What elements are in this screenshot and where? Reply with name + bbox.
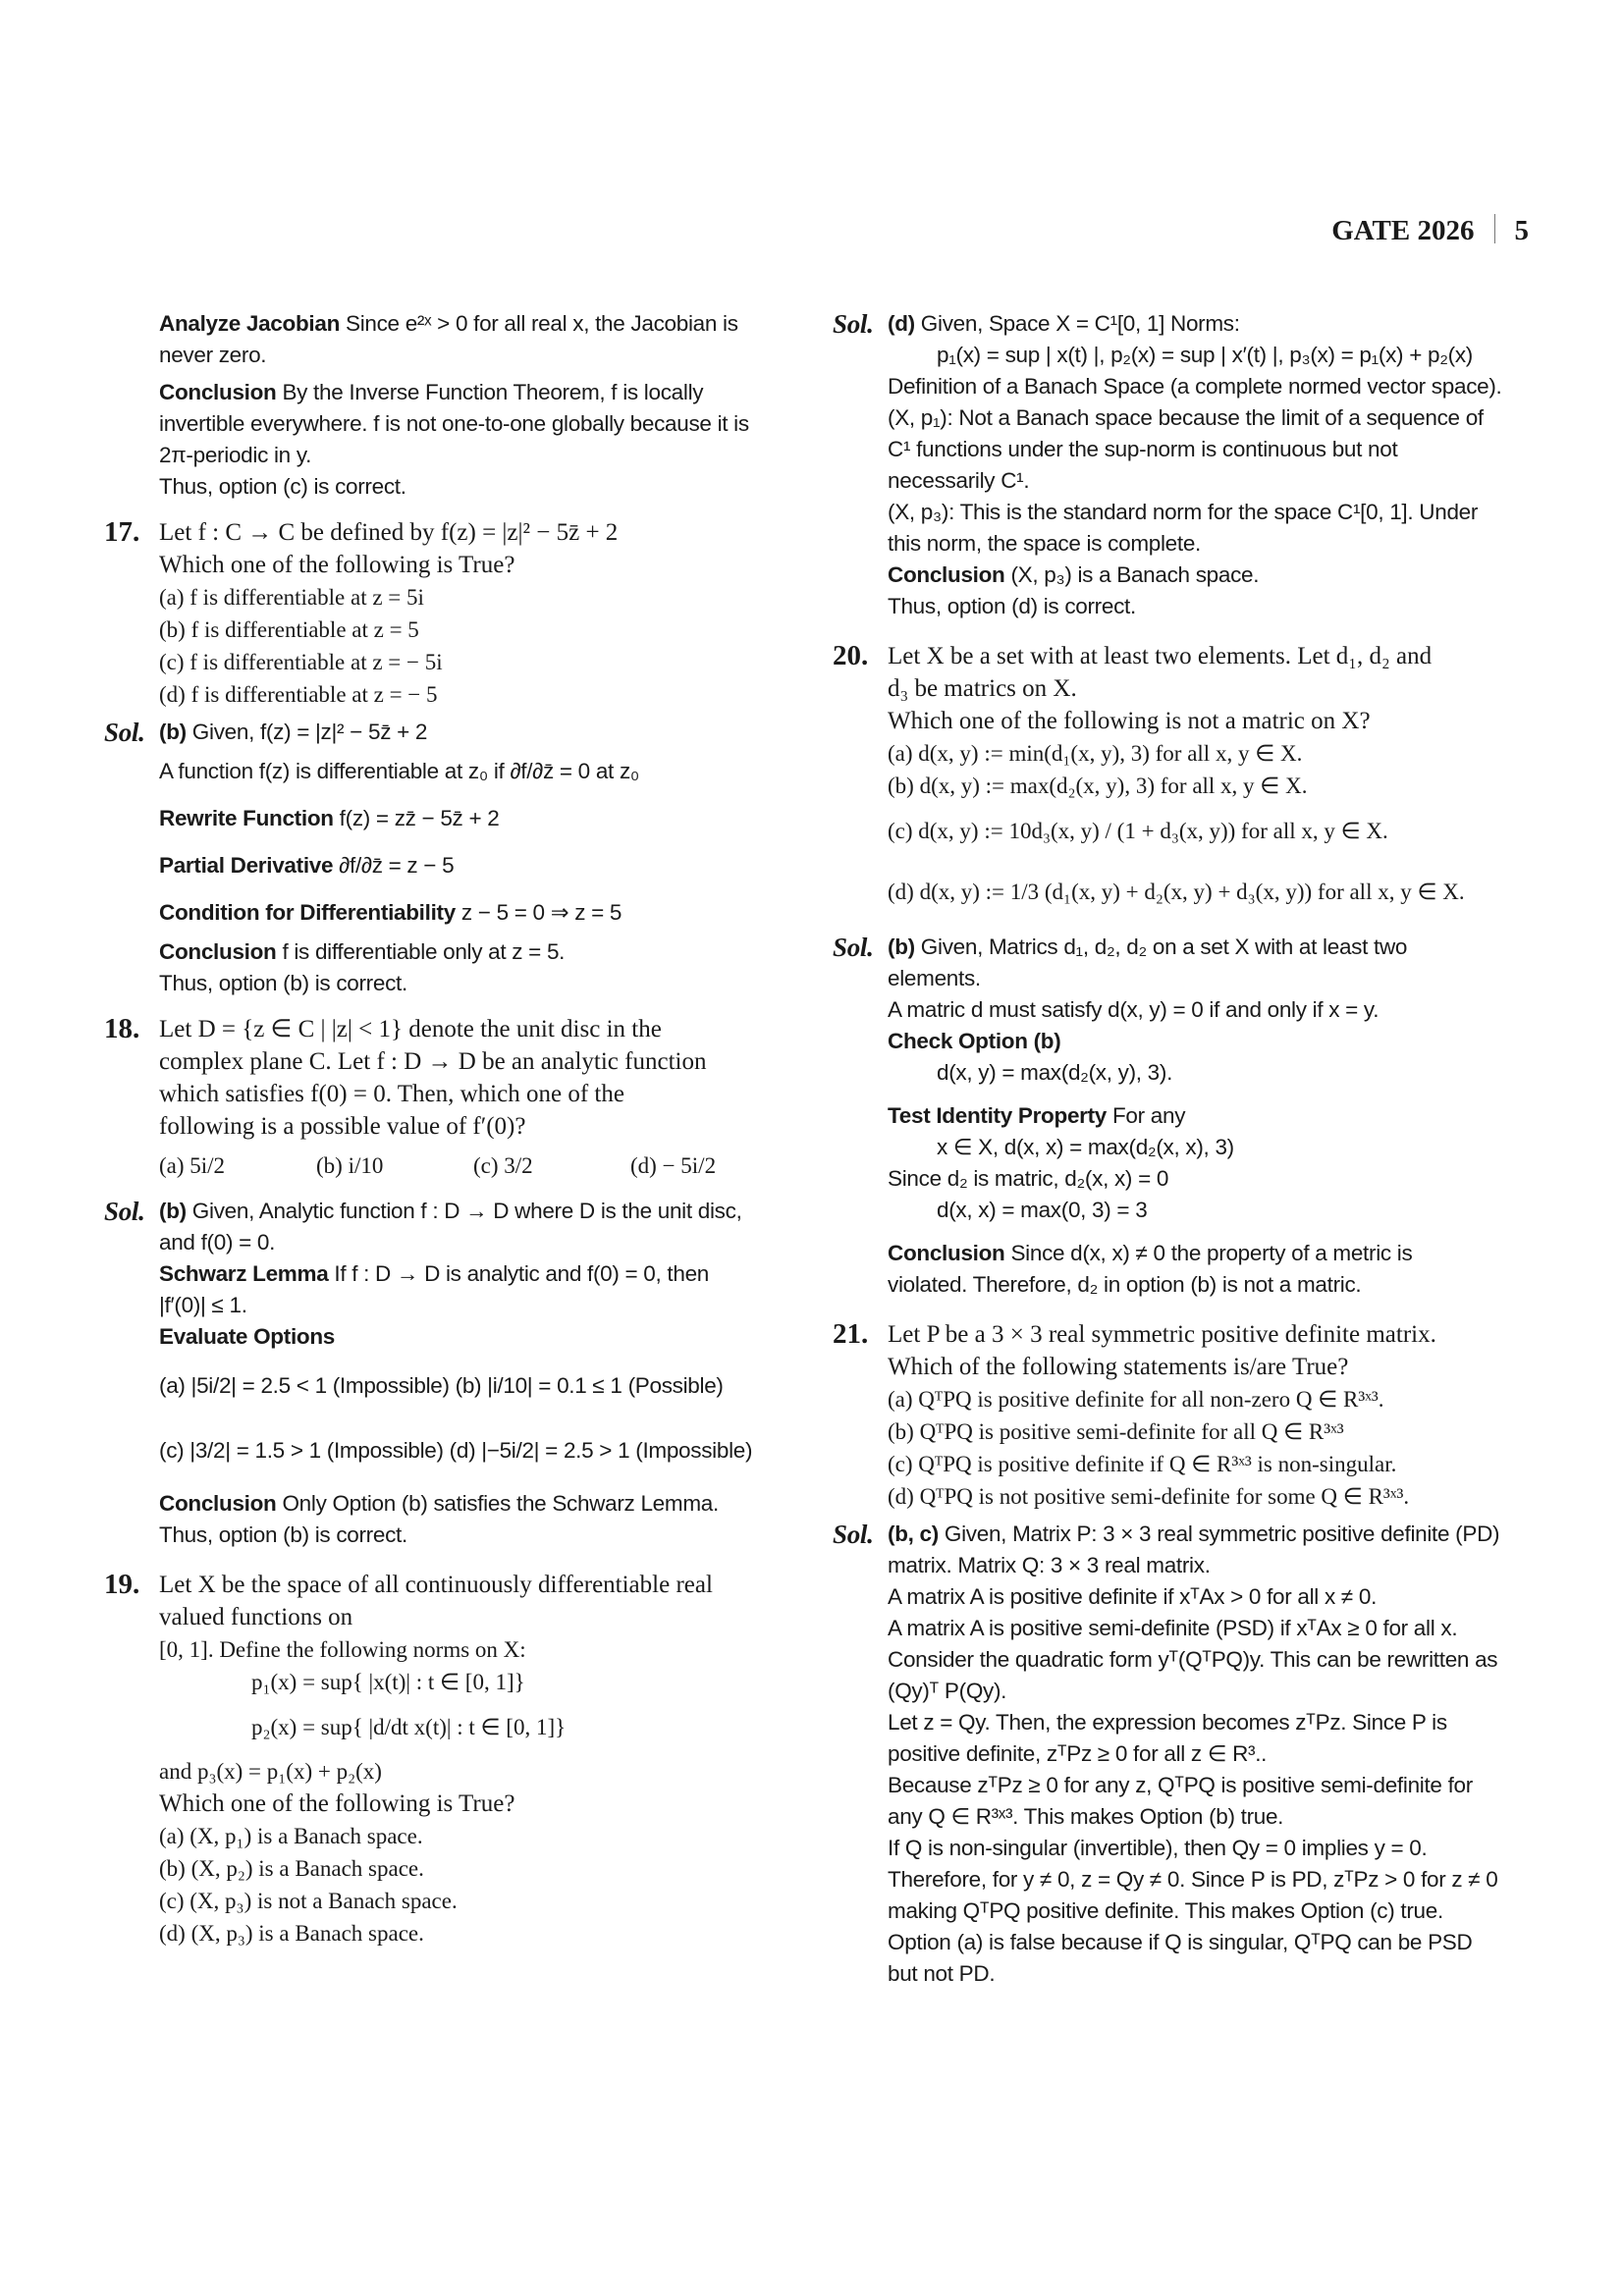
solution-line: x ∈ X, d(x, x) = max(d₂(x, x), 3): [937, 1135, 1234, 1159]
norm-definition: and p₃(x) = p₁(x) + p₂(x): [159, 1759, 382, 1784]
header-divider: [1494, 214, 1495, 243]
solution-line: C¹ functions under the sup-norm is continuous but not: [888, 437, 1398, 461]
question-21: [833, 1318, 1532, 1513]
question-stem: following is a possible value of f′(0)?: [159, 1113, 526, 1140]
solution-line: but not PD.: [888, 1961, 996, 1986]
question-number: 20.: [833, 640, 869, 671]
solution-line: Conclusion Only Option (b) satisfies the Schwarz Lemma.: [159, 1491, 719, 1516]
option: (d) (X, p₃) is a Banach space.: [159, 1921, 424, 1946]
solution-line: Thus, option (b) is correct.: [159, 1522, 407, 1547]
option: (c) 3/2: [473, 1153, 533, 1178]
solution-line: Rewrite Function f(z) = zz̄ − 5z̄ + 2: [159, 806, 500, 830]
solution-line: (b) Given, Analytic function f : D → D where D is the unit disc,: [159, 1199, 742, 1223]
solution-line: making QᵀPQ positive definite. This makes Option (c) true.: [888, 1898, 1443, 1923]
solution-line: (X, p₁): Not a Banach space because the limit of a sequence of: [888, 405, 1484, 430]
solution-line: (Qy)ᵀ P(Qy).: [888, 1679, 1007, 1703]
question-stem: complex plane C. Let f : D → D be an analytic function: [159, 1048, 707, 1075]
norm-definition: p₁(x) = sup{ |x(t)| : t ∈ [0, 1]}: [251, 1670, 525, 1694]
option: (b) d(x, y) := max(d₂(x, y), 3) for all x, y ∈ X.: [888, 774, 1308, 798]
solution-line: Conclusion Since d(x, x) ≠ 0 the property of a metric is: [888, 1241, 1413, 1265]
solution-19: [833, 308, 1532, 622]
question-stem: Which of the following statements is/are True?: [888, 1354, 1349, 1380]
solution-label: Sol.: [833, 1520, 874, 1549]
solution-line: positive definite, zᵀPz ≥ 0 for all z ∈ R³..: [888, 1741, 1268, 1766]
solution-line: (X, p₃): This is the standard norm for the space C¹[0, 1]. Under: [888, 500, 1479, 524]
solution-line: (a) |5i/2| = 2.5 < 1 (Impossible) (b) |i/10| = 0.1 ≤ 1 (Possible): [159, 1373, 724, 1398]
option: (d) − 5i/2: [630, 1153, 717, 1178]
solution-line: elements.: [888, 966, 981, 990]
left-column: [104, 308, 791, 1949]
solution-line: Partial Derivative ∂f/∂z̄ = z − 5: [159, 853, 455, 878]
solution-line: Conclusion (X, p₃) is a Banach space.: [888, 562, 1260, 587]
solution-line: Consider the quadratic form yᵀ(QᵀPQ)y. This can be rewritten as: [888, 1647, 1498, 1672]
solution-line: any Q ∈ R³ˣ³. This makes Option (b) true.: [888, 1804, 1284, 1829]
intro-line: never zero.: [159, 343, 267, 367]
question-stem: [0, 1]. Define the following norms on X:: [159, 1637, 526, 1662]
option: (d) f is differentiable at z = − 5: [159, 682, 438, 707]
option: (b) f is differentiable at z = 5: [159, 617, 419, 642]
question-stem: d₃ be matrics on X.: [888, 675, 1077, 702]
solution-line: Option (a) is false because if Q is singular, QᵀPQ can be PSD: [888, 1930, 1473, 1954]
question-number: 17.: [104, 516, 140, 548]
solution-17: [104, 717, 791, 999]
question-stem: valued functions on: [159, 1604, 353, 1630]
solution-line: (b, c) Given, Matrix P: 3 × 3 real symmetric positive definite (PD): [888, 1522, 1500, 1546]
option: (c) f is differentiable at z = − 5i: [159, 650, 443, 674]
solution-line: A matrix A is positive semi-definite (PSD) if xᵀAx ≥ 0 for all x.: [888, 1616, 1458, 1640]
option: (d) d(x, y) := 1/3 (d₁(x, y) + d₂(x, y) + d₃(x, y)) for all x, y ∈ X.: [888, 880, 1465, 904]
solution-label: Sol.: [104, 718, 145, 747]
option: (b) QᵀPQ is positive semi-definite for all Q ∈ R³ˣ³: [888, 1419, 1344, 1444]
question-stem: Let D = {z ∈ C | |z| < 1} denote the unit disc in the: [159, 1016, 662, 1042]
question-stem: Let X be a set with at least two elements. Let d₁, d₂ and: [888, 643, 1433, 669]
question-stem: Let f : C → C be defined by f(z) = |z|² − 5z̄ + 2: [159, 519, 619, 546]
solution-line: d(x, x) = max(0, 3) = 3: [937, 1198, 1148, 1222]
option-row: [104, 1143, 791, 1190]
solution-line: Evaluate Options: [159, 1324, 335, 1349]
solution-line: |f′(0)| ≤ 1.: [159, 1293, 247, 1317]
question-17: [104, 516, 791, 711]
solution-line: necessarily C¹.: [888, 468, 1030, 493]
right-column: [833, 308, 1532, 1990]
option: (a) 5i/2: [159, 1153, 226, 1178]
intro-line: invertible everywhere. f is not one-to-one globally because it is: [159, 411, 749, 436]
option: (b) i/10: [316, 1153, 384, 1178]
solution-line: (b) Given, Matrics d₁, d₂, d₂ on a set X with at least two: [888, 934, 1408, 959]
option: (d) QᵀPQ is not positive semi-definite for some Q ∈ R³ˣ³.: [888, 1484, 1410, 1509]
option: (c) d(x, y) := 10d₃(x, y) / (1 + d₃(x, y)) for all x, y ∈ X.: [888, 819, 1388, 843]
solution-line: Because zᵀPz ≥ 0 for any z, QᵀPQ is positive semi-definite for: [888, 1773, 1473, 1797]
solution-line: A matric d must satisfy d(x, y) = 0 if and only if x = y.: [888, 997, 1380, 1022]
solution-line: violated. Therefore, d₂ in option (b) is not a matric.: [888, 1272, 1362, 1297]
question-number: 18.: [104, 1013, 140, 1044]
solution-line: A matrix A is positive definite if xᵀAx > 0 for all x ≠ 0.: [888, 1584, 1378, 1609]
option: (b) (X, p₂) is a Banach space.: [159, 1856, 424, 1881]
solution-label: Sol.: [104, 1197, 145, 1226]
option: (c) (X, p₃) is not a Banach space.: [159, 1889, 458, 1913]
question-stem: Which one of the following is not a matric on X?: [888, 708, 1371, 734]
question-number: 19.: [104, 1569, 140, 1600]
solution-line: If Q is non-singular (invertible), then Qy = 0 implies y = 0.: [888, 1836, 1428, 1860]
option: (a) (X, p₁) is a Banach space.: [159, 1824, 423, 1848]
solution-line: p₁(x) = sup | x(t) |, p₂(x) = sup | x′(t) |, p₃(x) = p₁(x) + p₂(x): [937, 343, 1473, 367]
intro-line: 2π-periodic in y.: [159, 443, 312, 467]
option: (a) d(x, y) := min(d₁(x, y), 3) for all x, y ∈ X.: [888, 741, 1303, 766]
solution-line: Since d₂ is matric, d₂(x, x) = 0: [888, 1166, 1169, 1191]
question-stem: Let X be the space of all continuously differentiable real: [159, 1572, 713, 1598]
question-stem: which satisfies f(0) = 0. Then, which one of the: [159, 1081, 624, 1107]
solution-line: Definition of a Banach Space (a complete normed vector space).: [888, 374, 1502, 399]
solution-line: Check Option (b): [888, 1029, 1061, 1053]
intro-line: Analyze Jacobian Since e²ˣ > 0 for all real x, the Jacobian is: [159, 311, 738, 336]
question-number: 21.: [833, 1318, 869, 1350]
solution-line: matrix. Matrix Q: 3 × 3 real matrix.: [888, 1553, 1211, 1577]
question-stem: Let P be a 3 × 3 real symmetric positive definite matrix.: [888, 1321, 1436, 1348]
norm-definition: p₂(x) = sup{ |d/dt x(t)| : t ∈ [0, 1]}: [251, 1715, 567, 1739]
solution-line: Let z = Qy. Then, the expression becomes zᵀPz. Since P is: [888, 1710, 1447, 1735]
solution-line: Condition for Differentiability z − 5 = 0 ⇒ z = 5: [159, 900, 622, 925]
solution-line: d(x, y) = max(d₂(x, y), 3).: [937, 1060, 1173, 1085]
intro-line: Thus, option (c) is correct.: [159, 474, 406, 499]
question-19: [104, 1569, 791, 1949]
solution-line: (d) Given, Space X = C¹[0, 1] Norms:: [888, 311, 1240, 336]
intro-block: [104, 308, 791, 503]
solution-label: Sol.: [833, 309, 874, 339]
solution-line: A function f(z) is differentiable at z₀ if ∂f/∂z̄ = 0 at z₀: [159, 759, 639, 783]
solution-line: this norm, the space is complete.: [888, 531, 1201, 556]
question-20: [833, 640, 1532, 916]
solution-line: Schwarz Lemma If f : D → D is analytic and f(0) = 0, then: [159, 1261, 710, 1286]
solution-label: Sol.: [833, 933, 874, 962]
page-header: [1331, 214, 1529, 247]
question-ask: Which one of the following is True?: [159, 1790, 515, 1817]
solution-line: Thus, option (d) is correct.: [888, 594, 1136, 618]
solution-18: [104, 1196, 791, 1551]
solution-line: Test Identity Property For any: [888, 1103, 1186, 1128]
solution-line: Conclusion f is differentiable only at z = 5.: [159, 939, 566, 964]
option: (a) QᵀPQ is positive definite for all non-zero Q ∈ R³ˣ³.: [888, 1387, 1384, 1412]
header-title: GATE 2026: [1331, 215, 1475, 246]
intro-line: Conclusion By the Inverse Function Theorem, f is locally: [159, 380, 704, 404]
option: (a) f is differentiable at z = 5i: [159, 585, 424, 610]
option: (c) QᵀPQ is positive definite if Q ∈ R³ˣ³ is non-singular.: [888, 1452, 1397, 1476]
page-number: 5: [1514, 215, 1529, 246]
question-ask: Which one of the following is True?: [159, 552, 515, 578]
solution-line: (c) |3/2| = 1.5 > 1 (Impossible) (d) |−5i/2| = 2.5 > 1 (Impossible): [159, 1438, 753, 1463]
solution-line: (b) Given, f(z) = |z|² − 5z̄ + 2: [159, 720, 428, 744]
solution-line: Thus, option (b) is correct.: [159, 971, 407, 995]
solution-20: [833, 932, 1532, 1301]
question-18: [104, 1013, 791, 1190]
solution-21: [833, 1519, 1532, 1990]
solution-line: and f(0) = 0.: [159, 1230, 276, 1255]
solution-line: Therefore, for y ≠ 0, z = Qy ≠ 0. Since P is PD, zᵀPz > 0 for z ≠ 0: [888, 1867, 1498, 1892]
